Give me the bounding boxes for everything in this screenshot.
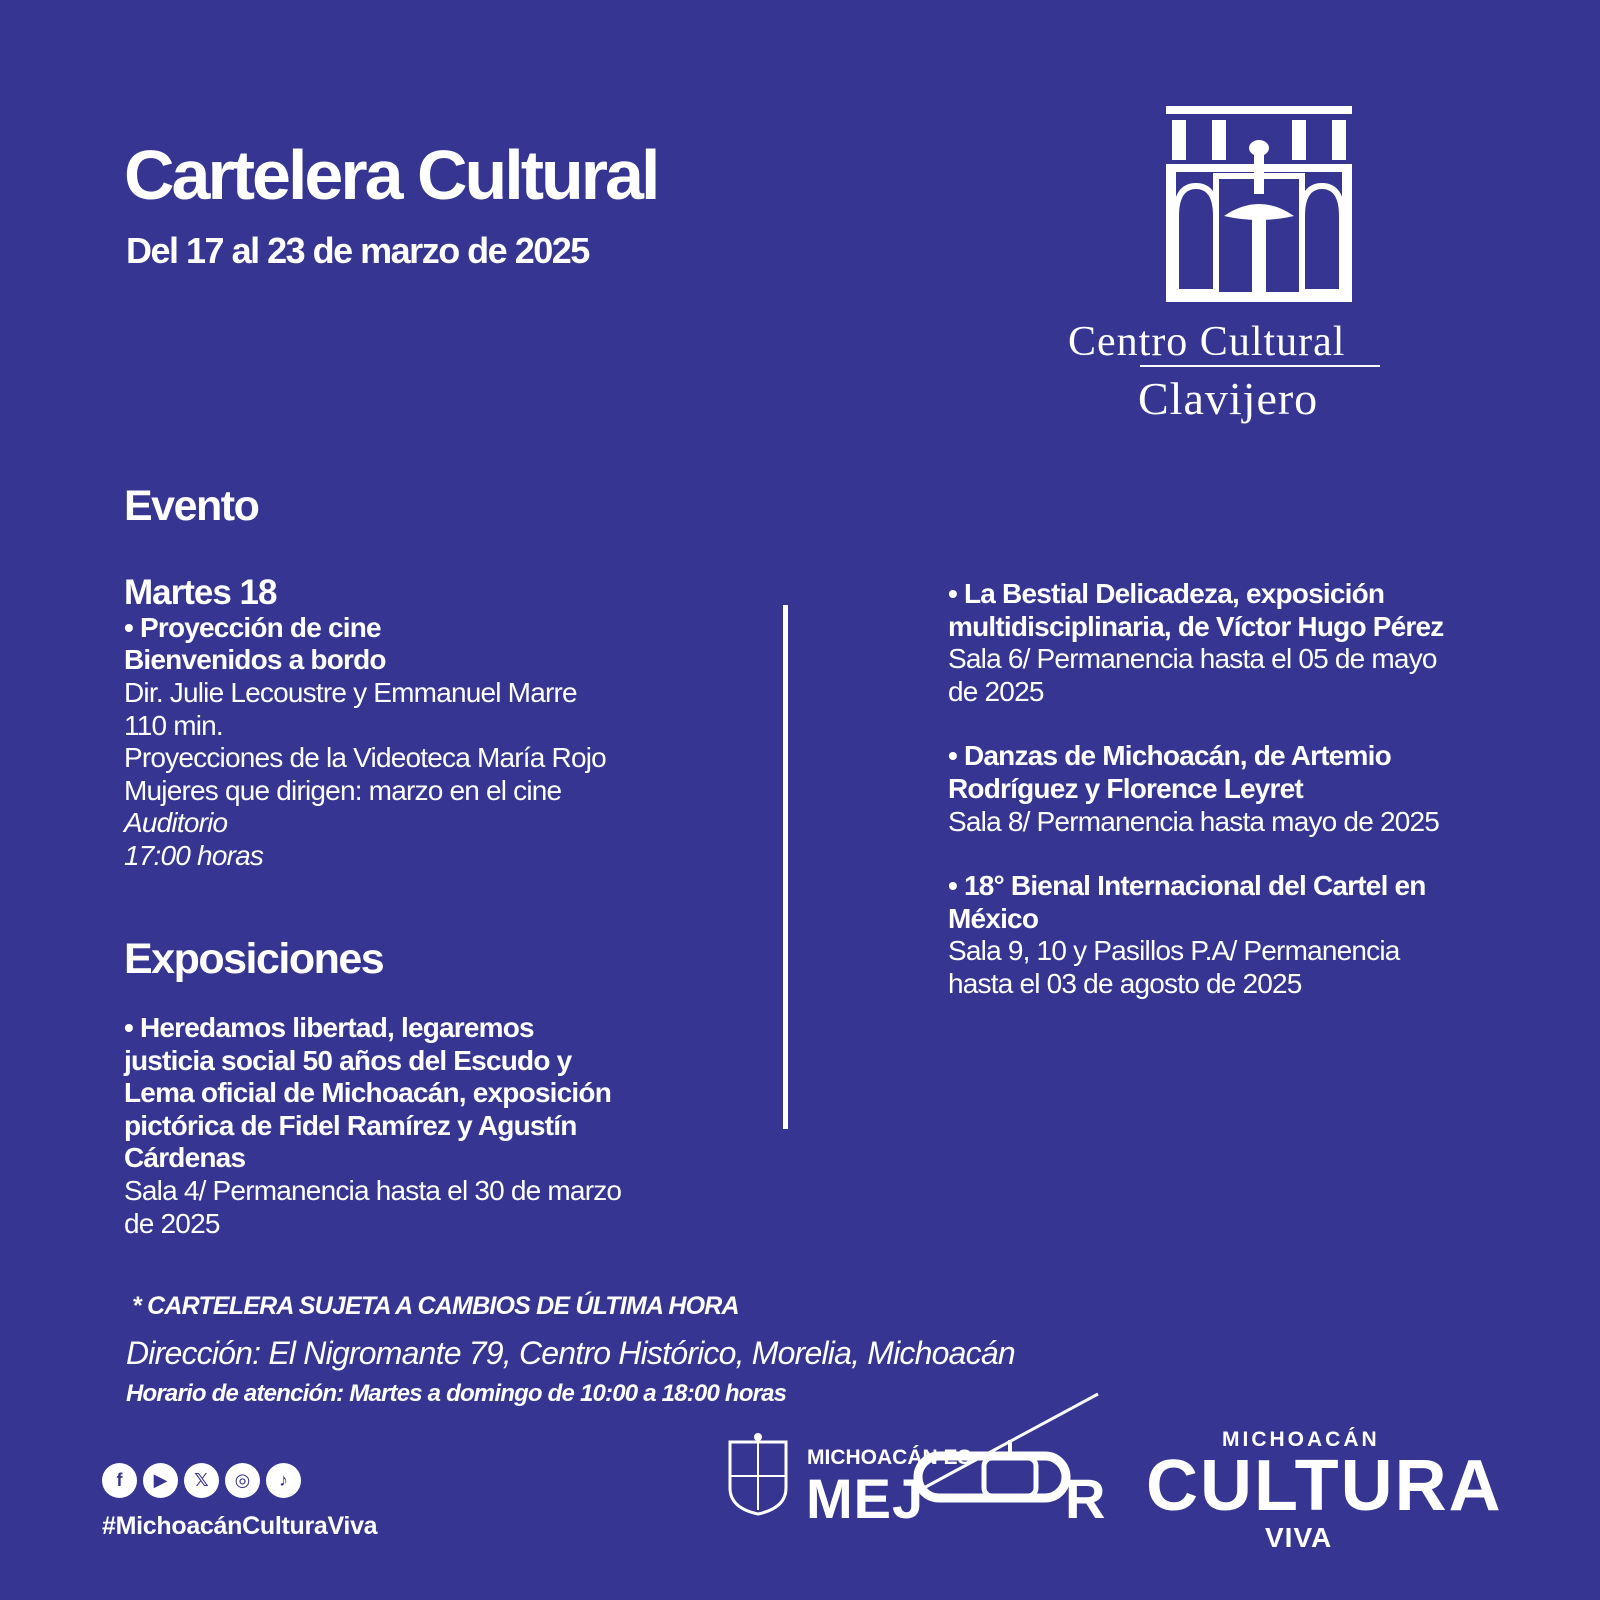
michoacan-shield-icon: [726, 1432, 790, 1516]
exposiciones-heading: Exposiciones: [124, 935, 384, 983]
mejor-logo-small-text: MICHOACÁN ES: [807, 1446, 972, 1469]
logo-text-centro-cultural: Centro Cultural: [1068, 319, 1346, 365]
event-cycle: Mujeres que dirigen: marzo en el cine: [124, 774, 562, 806]
exhibition-detail: Sala 4/ Permanencia hasta el 30 de marzo de 2025: [124, 1174, 622, 1239]
logo-divider: [1140, 365, 1380, 367]
exhibition-item: [948, 740, 1448, 838]
event-director: Dir. Julie Lecoustre y Emmanuel Marre: [124, 676, 577, 708]
date-range: Del 17 al 23 de marzo de 2025: [126, 230, 589, 271]
exhibition-title: • 18° Bienal Internacional del Cartel en México: [948, 870, 1426, 934]
exhibition-item: [948, 870, 1448, 1000]
event-duration: 110 min.: [124, 709, 223, 741]
social-icons: [102, 1463, 301, 1498]
mejor-logo-text: MEJ: [806, 1467, 925, 1530]
page-title: Cartelera Cultural: [124, 136, 658, 214]
evento-heading: Evento: [124, 482, 259, 530]
disclaimer-note: * CARTELERA SUJETA A CAMBIOS DE ÚLTIMA HORA: [132, 1292, 739, 1320]
exhibition-item: [948, 578, 1448, 708]
exhibition-title: • La Bestial Delicadeza, exposición multidisciplinaria, de Víctor Hugo Pérez: [948, 578, 1444, 642]
event-day: Martes 18: [124, 573, 277, 612]
exhibition-list-right: [948, 578, 1448, 1033]
exhibition-detail: Sala 9, 10 y Pasillos P.A/ Permanencia hasta el 03 de agosto de 2025: [948, 935, 1400, 999]
cultura-viva-logo: CULTURA: [1146, 1446, 1503, 1526]
address: Dirección: El Nigromante 79, Centro Histórico, Morelia, Michoacán: [126, 1335, 1015, 1371]
exhibition-item: [124, 1012, 624, 1240]
opening-hours: Horario de atención: Martes a domingo de 10:00 a 18:00 horas: [126, 1380, 787, 1407]
event-series: Proyecciones de la Videoteca María Rojo: [124, 742, 606, 774]
evento-block: [124, 575, 644, 873]
event-film-title: Bienvenidos a bordo: [124, 644, 386, 676]
event-time: 17:00 horas: [124, 839, 264, 871]
x-icon[interactable]: 𝕏: [184, 1463, 219, 1498]
facebook-icon[interactable]: f: [102, 1463, 137, 1498]
exhibition-title: • Danzas de Michoacán, de Artemio Rodríguez y Florence Leyret: [948, 740, 1391, 804]
tiktok-icon[interactable]: ♪: [266, 1463, 301, 1498]
event-type: • Proyección de cine: [124, 611, 381, 643]
mejor-logo-text-end: R: [1065, 1467, 1106, 1530]
hashtag: #MichoacánCulturaViva: [102, 1512, 378, 1540]
exhibition-detail: Sala 8/ Permanencia hasta mayo de 2025: [948, 805, 1440, 837]
instagram-icon[interactable]: ◎: [225, 1463, 260, 1498]
clavijero-building-logo: [1166, 106, 1352, 306]
exhibition-title: • Heredamos libertad, legaremos justicia social 50 años del Escudo y Lema oficial de Michoacán, exposición pictórica de Fidel Ramírez y Agustín Cárdenas: [124, 1012, 611, 1174]
cultura-viva-bottom: VIVA: [1265, 1522, 1333, 1553]
cultura-viva-top: MICHOACÁN: [1222, 1428, 1380, 1451]
exhibition-detail: Sala 6/ Permanencia hasta el 05 de mayo de 2025: [948, 643, 1437, 707]
youtube-icon[interactable]: ▶: [143, 1463, 178, 1498]
column-divider: [783, 605, 788, 1129]
event-venue: Auditorio: [124, 807, 228, 839]
logo-text-clavijero: Clavijero: [1138, 373, 1319, 424]
